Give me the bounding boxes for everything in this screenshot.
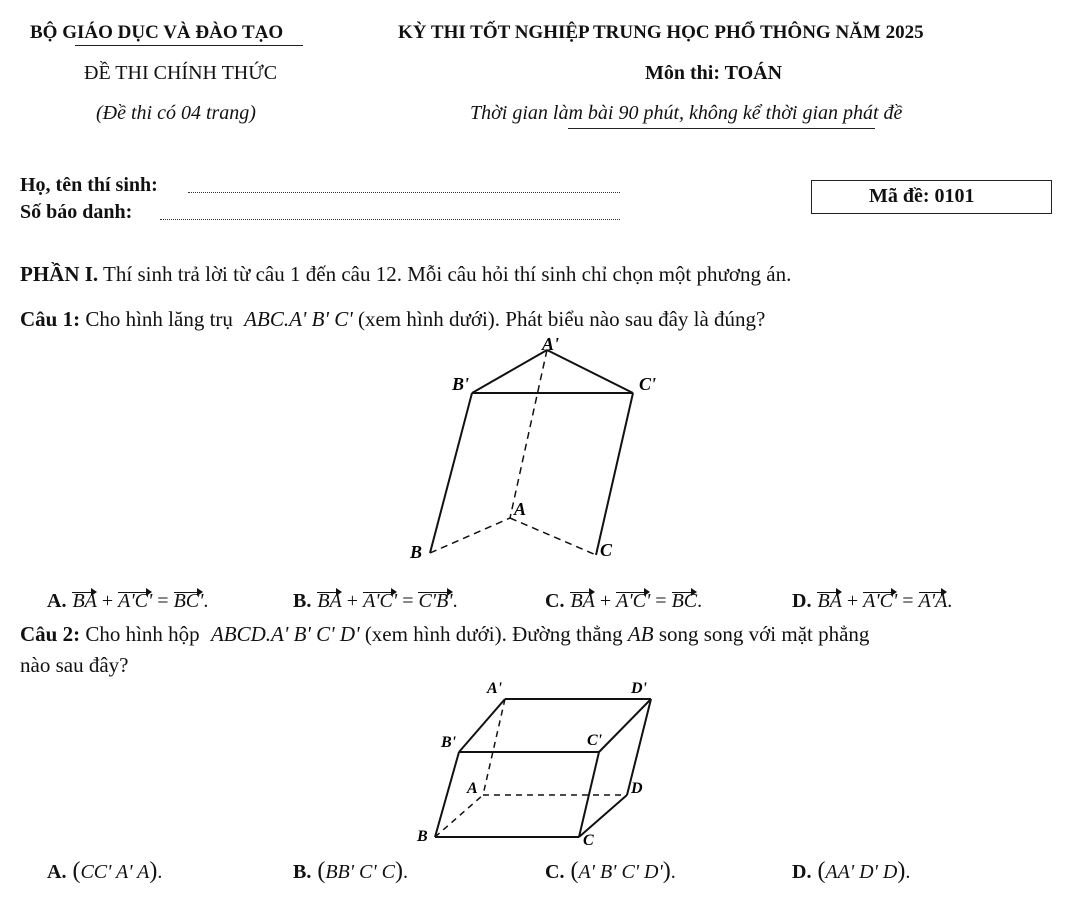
candidate-id-label: Số báo danh: — [20, 201, 133, 223]
q1-d-end: . — [947, 590, 953, 612]
edge-dp-cp — [599, 699, 651, 752]
edge-bp-ap — [459, 699, 505, 752]
label-a-prime: A' — [542, 334, 560, 354]
q2-b-end: . — [403, 861, 409, 883]
part1-title: PHẦN I. — [20, 262, 99, 286]
q1-a-vec3: BC' — [173, 590, 204, 612]
exam-code: Mã đề: 0101 — [869, 185, 975, 207]
q2-a-end: . — [157, 861, 163, 883]
label-b-prime: B' — [452, 374, 470, 394]
q1-option-c[interactable]: C. BA + A'C' = BC. — [545, 590, 703, 612]
part1-instruction: Thí sinh trả lời từ câu 1 đến câu 12. Mỗi câu hỏi thí sinh chỉ chọn một phương án. — [103, 262, 792, 286]
q2-option-c[interactable]: C. (A' B' C' D'). — [545, 858, 676, 884]
q2-a-plane: CC' A' A — [80, 861, 150, 883]
q1-b-vec2: A'C' — [363, 590, 398, 612]
q2-option-b-letter: B. — [293, 861, 312, 883]
label-c: C — [583, 832, 594, 849]
exam-title: KỲ THI TỐT NGHIỆP TRUNG HỌC PHỔ THÔNG NĂM 2025 — [398, 22, 924, 43]
edge-b-a — [435, 795, 483, 837]
label-c-prime: C' — [587, 732, 603, 749]
q1-option-a[interactable]: A. BA + A'C' = BC'. — [47, 590, 209, 612]
question-2-math2: AB — [627, 622, 654, 646]
question-1-text-before: Cho hình lăng trụ — [85, 307, 233, 331]
q2-option-c-letter: C. — [545, 861, 565, 883]
ministry-name: BỘ GIÁO DỤC VÀ ĐÀO TẠO — [30, 22, 284, 43]
official-exam-label: ĐỀ THI CHÍNH THỨC — [84, 62, 278, 84]
q1-d-vec1: BA — [817, 590, 842, 612]
question-2-text-after2: song song với mặt phẳng — [658, 622, 870, 646]
edge-c-d — [579, 795, 627, 837]
edge-cp-c — [596, 393, 633, 555]
q1-option-b-letter: B. — [293, 590, 312, 612]
ministry-underline — [75, 45, 303, 46]
label-a: A — [514, 499, 527, 519]
q1-c-vec2: A'C' — [616, 590, 651, 612]
label-a: A — [467, 780, 478, 797]
q2-option-d[interactable]: D. (AA' D' D). — [792, 858, 911, 884]
q1-a-vec2: A'C' — [118, 590, 153, 612]
q2-option-a[interactable]: A. (CC' A' A). — [47, 858, 163, 884]
label-a-prime: A' — [487, 680, 503, 697]
q1-option-b[interactable]: B. BA + A'C' = C'B'. — [293, 590, 458, 612]
q2-option-b[interactable]: B. (BB' C' C). — [293, 858, 409, 884]
edge-ap-bp — [472, 350, 547, 393]
question-2-text — [20, 622, 869, 647]
q1-a-end: . — [203, 590, 209, 612]
q1-option-d[interactable]: D. BA + A'C' = A'A. — [792, 590, 953, 612]
q1-b-end: . — [452, 590, 458, 612]
label-c: C — [600, 540, 613, 560]
question-1-math: ABC.A' B' C' — [244, 307, 353, 331]
q1-option-c-letter: C. — [545, 590, 565, 612]
question-1-label: Câu 1: — [20, 307, 81, 331]
q2-c-plane: A' B' C' D' — [578, 861, 663, 883]
q2-d-end: . — [905, 861, 911, 883]
q1-c-vec1: BA — [570, 590, 595, 612]
question-2-text-after: (xem hình dưới). Đường thẳng — [364, 622, 623, 646]
q1-c-vec3: BC — [671, 590, 698, 612]
edge-bp-b — [435, 752, 459, 837]
q2-b-plane: BB' C' C — [325, 861, 396, 883]
page-count: (Đề thi có 04 trang) — [96, 102, 256, 124]
question-1-text — [20, 307, 765, 332]
edge-b-a — [430, 518, 510, 553]
label-b: B — [410, 542, 423, 562]
candidate-name-dots — [188, 192, 620, 193]
edge-a-c — [510, 518, 596, 555]
q1-b-vec3: C'B' — [418, 590, 453, 612]
label-d-prime: D' — [631, 680, 647, 697]
candidate-id-dots — [160, 219, 620, 220]
q1-option-d-letter: D. — [792, 590, 812, 612]
question-1-text-after: (xem hình dưới). Phát biểu nào sau đây là đúng? — [357, 307, 766, 331]
box-figure — [405, 675, 665, 850]
edge-ap-a — [510, 350, 547, 518]
q1-d-vec2: A'C' — [863, 590, 898, 612]
edge-bp-b — [430, 393, 472, 553]
label-d: D — [631, 780, 643, 797]
time-label: Thời gian làm bài 90 phút, không kể thời gian phát đề — [470, 102, 903, 124]
q2-option-d-letter: D. — [792, 861, 812, 883]
label-b-prime: B' — [441, 734, 457, 751]
edge-ap-cp — [547, 350, 633, 393]
candidate-name-label: Họ, tên thí sinh: — [20, 174, 158, 196]
q1-c-end: . — [697, 590, 703, 612]
q2-c-end: . — [670, 861, 676, 883]
question-2-line2: nào sau đây? — [20, 653, 129, 677]
q1-a-vec1: BA — [72, 590, 97, 612]
time-underline — [568, 128, 875, 129]
edge-ap-a — [483, 699, 505, 795]
q1-d-vec3: A'A — [918, 590, 948, 612]
prism-figure — [390, 330, 690, 570]
part1-line — [20, 262, 791, 287]
subject-label: Môn thi: TOÁN — [645, 62, 783, 84]
label-c-prime: C' — [639, 374, 657, 394]
question-2-label: Câu 2: — [20, 622, 81, 646]
q1-option-a-letter: A. — [47, 590, 67, 612]
q2-d-plane: AA' D' D — [825, 861, 898, 883]
question-2-text-before: Cho hình hộp — [85, 622, 200, 646]
question-2-math: ABCD.A' B' C' D' — [210, 622, 360, 646]
q2-option-a-letter: A. — [47, 861, 67, 883]
q1-b-vec1: BA — [317, 590, 342, 612]
label-b: B — [417, 828, 428, 845]
